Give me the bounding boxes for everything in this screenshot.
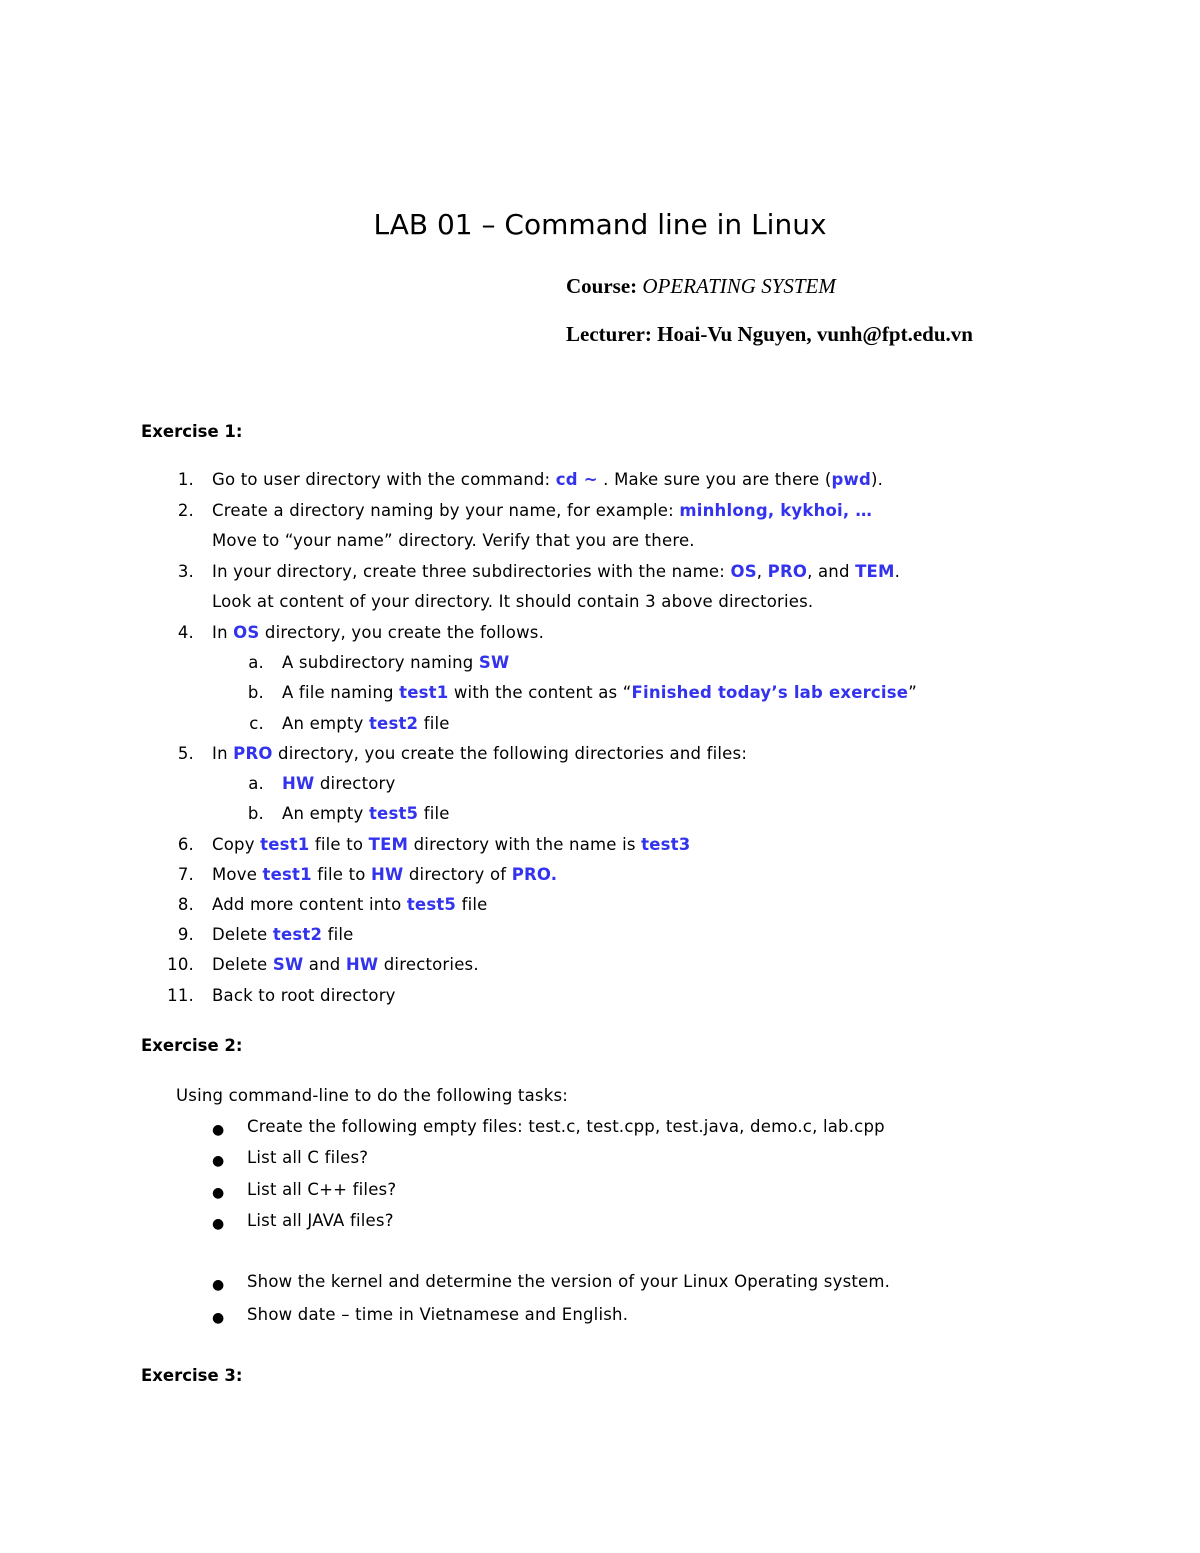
- highlight-term: minhlong, kykhoi, …: [679, 501, 873, 520]
- bullet-icon: ●: [212, 1122, 225, 1138]
- plain-text: directory: [314, 774, 396, 793]
- exercise-2-heading: Exercise 2:: [141, 1036, 243, 1055]
- plain-text: ”: [908, 683, 917, 702]
- item-number: 4.: [177, 623, 194, 642]
- plain-text: with the content as “: [448, 683, 632, 702]
- plain-text: Back to root directory: [212, 986, 396, 1005]
- highlight-term: SW: [478, 653, 510, 672]
- plain-text: , and: [807, 562, 856, 581]
- highlight-term: cd ~: [555, 470, 598, 489]
- plain-text: file: [418, 714, 450, 733]
- highlight-term: PRO.: [511, 865, 558, 884]
- item-text: [212, 468, 883, 492]
- item-text: [282, 772, 395, 796]
- item-text: [212, 560, 900, 584]
- highlight-term: test2: [368, 714, 419, 733]
- item-text: [282, 712, 450, 736]
- plain-text: file: [322, 925, 354, 944]
- bullet-icon: ●: [212, 1185, 225, 1201]
- item-text: [282, 681, 917, 705]
- item-number: c.: [249, 714, 264, 733]
- highlight-term: test1: [399, 683, 449, 702]
- plain-text: An empty: [282, 804, 369, 823]
- item-text: [212, 953, 479, 977]
- course-value: OPERATING SYSTEM: [642, 274, 836, 298]
- bullet-text: Show the kernel and determine the version of your Linux Operating system.: [247, 1272, 891, 1291]
- item-text: [212, 742, 747, 766]
- item-text: [212, 833, 690, 857]
- highlight-term: test5: [368, 804, 419, 823]
- plain-text: .: [894, 562, 901, 581]
- plain-text: A file naming: [282, 683, 400, 702]
- lecturer-label: Lecturer:: [566, 322, 652, 346]
- plain-text: directory of: [403, 865, 512, 884]
- item-text: [212, 499, 872, 523]
- highlight-term: pwd: [831, 470, 871, 489]
- item-text: [212, 893, 488, 917]
- item-text: [212, 590, 813, 614]
- highlight-term: test5: [406, 895, 457, 914]
- plain-text: In your directory, create three subdirectories with the name:: [212, 562, 731, 581]
- plain-text: file to: [311, 865, 372, 884]
- highlight-term: HW: [282, 774, 315, 793]
- item-text: [212, 621, 544, 645]
- item-number: 9.: [177, 925, 194, 944]
- bullet-icon: ●: [212, 1216, 225, 1232]
- plain-text: directory, you create the following directories and files:: [272, 744, 748, 763]
- exercise-2-intro: Using command-line to do the following tasks:: [176, 1086, 569, 1105]
- highlight-term: PRO: [767, 562, 808, 581]
- item-number: b.: [247, 804, 264, 823]
- item-number: a.: [248, 653, 264, 672]
- item-number: 5.: [177, 744, 194, 763]
- plain-text: In: [212, 623, 234, 642]
- plain-text: Copy: [212, 835, 261, 854]
- highlight-term: OS: [730, 562, 757, 581]
- plain-text: Add more content into: [212, 895, 407, 914]
- plain-text: Delete: [212, 925, 273, 944]
- highlight-term: TEM: [368, 835, 409, 854]
- plain-text: and: [303, 955, 346, 974]
- bullet-text: Create the following empty files: test.c, test.cpp, test.java, demo.c, lab.cpp: [247, 1117, 885, 1136]
- item-text: [212, 863, 557, 887]
- plain-text: In: [212, 744, 234, 763]
- plain-text: Move to “your name” directory. Verify that you are there.: [212, 531, 695, 550]
- plain-text: directories.: [378, 955, 479, 974]
- bullet-text: Show date – time in Vietnamese and English.: [247, 1305, 629, 1324]
- bullet-icon: ●: [212, 1153, 225, 1169]
- plain-text: ,: [756, 562, 768, 581]
- exercise-3-heading: Exercise 3:: [141, 1366, 243, 1385]
- plain-text: directory with the name is: [408, 835, 642, 854]
- plain-text: Look at content of your directory. It should contain 3 above directories.: [212, 592, 814, 611]
- item-number: 3.: [177, 562, 194, 581]
- item-number: 10.: [167, 955, 194, 974]
- item-number: 8.: [177, 895, 194, 914]
- plain-text: ).: [870, 470, 884, 489]
- item-number: 6.: [177, 835, 194, 854]
- highlight-term: HW: [371, 865, 404, 884]
- item-text: [282, 802, 450, 826]
- bullet-text: List all C files?: [247, 1148, 369, 1167]
- plain-text: file: [456, 895, 488, 914]
- bullet-icon: ●: [212, 1277, 225, 1293]
- highlight-term: Finished today’s lab exercise: [631, 683, 909, 702]
- plain-text: . Make sure you are there (: [597, 470, 832, 489]
- highlight-term: PRO: [233, 744, 273, 763]
- plain-text: Move: [212, 865, 263, 884]
- item-text: [212, 529, 695, 553]
- plain-text: file to: [309, 835, 369, 854]
- lecturer-value: Hoai-Vu Nguyen, vunh@fpt.edu.vn: [657, 322, 973, 346]
- plain-text: Delete: [212, 955, 273, 974]
- item-number: 2.: [177, 501, 194, 520]
- highlight-term: test3: [641, 835, 691, 854]
- bullet-icon: ●: [212, 1310, 225, 1326]
- plain-text: directory, you create the follows.: [259, 623, 545, 642]
- item-number: 1.: [177, 470, 194, 489]
- page-title: LAB 01 – Command line in Linux: [373, 208, 827, 241]
- highlight-term: test1: [260, 835, 310, 854]
- item-number: 11.: [167, 986, 194, 1005]
- item-number: 7.: [177, 865, 194, 884]
- item-number: a.: [248, 774, 264, 793]
- highlight-term: test2: [272, 925, 323, 944]
- course-label: Course:: [566, 274, 638, 298]
- bullet-text: List all C++ files?: [247, 1180, 397, 1199]
- highlight-term: HW: [345, 955, 379, 974]
- exercise-1-heading: Exercise 1:: [141, 422, 243, 441]
- plain-text: A subdirectory naming: [282, 653, 479, 672]
- highlight-term: test1: [262, 865, 312, 884]
- course-line: [566, 272, 836, 300]
- item-text: [282, 651, 509, 675]
- item-text: [212, 984, 396, 1008]
- plain-text: An empty: [282, 714, 369, 733]
- plain-text: Create a directory naming by your name, for example:: [212, 501, 680, 520]
- highlight-term: OS: [233, 623, 260, 642]
- lecturer-line: [566, 320, 973, 348]
- bullet-text: List all JAVA files?: [247, 1211, 394, 1230]
- item-number: b.: [247, 683, 264, 702]
- highlight-term: TEM: [855, 562, 895, 581]
- item-text: [212, 923, 354, 947]
- plain-text: Go to user directory with the command:: [212, 470, 556, 489]
- plain-text: file: [418, 804, 450, 823]
- highlight-term: SW: [272, 955, 304, 974]
